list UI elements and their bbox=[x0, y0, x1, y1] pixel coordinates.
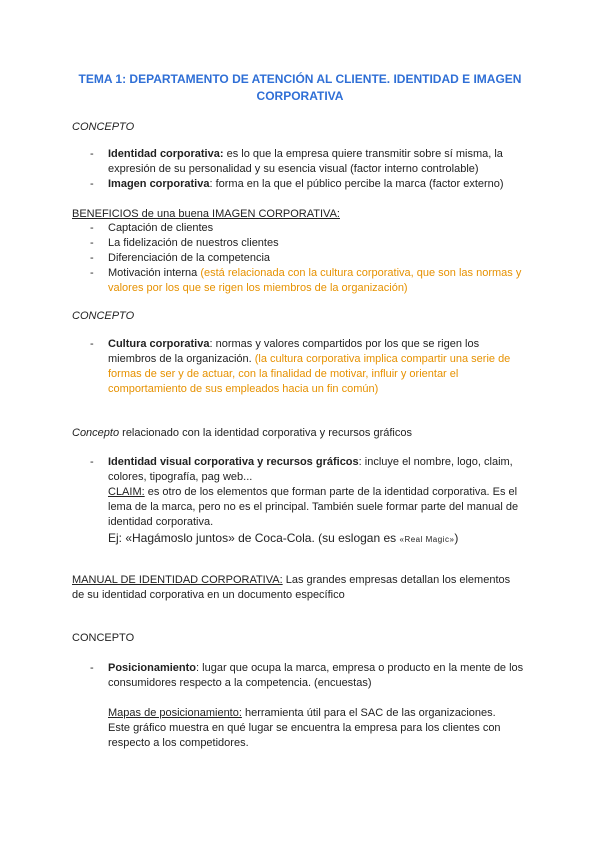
claim-label: CLAIM: bbox=[108, 486, 145, 498]
concept-heading-4: CONCEPTO bbox=[72, 632, 135, 644]
claim-text: es otro de los elementos que forman parte de la identidad corporativa. Es el bbox=[144, 486, 518, 498]
concept-list-3 bbox=[90, 455, 550, 547]
list-item-identidad-visual bbox=[90, 455, 550, 547]
term-identidad-visual: Identidad visual corporativa y recursos gráficos bbox=[108, 456, 359, 468]
definition-text: expresión de su personalidad y su esencia visual (factor interno controlable) bbox=[108, 163, 479, 175]
list-item: - Diferenciación de la competencia bbox=[90, 251, 550, 266]
list-item-cultura-corporativa bbox=[90, 337, 550, 397]
concept-list-4 bbox=[90, 661, 550, 691]
paragraph-text: Las grandes empresas detallan los elementos bbox=[282, 574, 511, 586]
list-item-imagen-corporativa bbox=[90, 177, 550, 192]
definition-text: es lo que la empresa quiere transmitir sobre sí misma, la bbox=[223, 148, 503, 160]
concept-list-2 bbox=[90, 337, 550, 397]
list-item-motivacion bbox=[90, 266, 550, 296]
highlight-note: comportamiento de sus empleados hacia un fin común) bbox=[108, 383, 379, 395]
definition-text: : forma en la que el público percibe la marca (factor externo) bbox=[209, 178, 504, 190]
highlight-note: formas de ser y de actuar, con la finalidad de motivar, influir y orientar el bbox=[108, 368, 459, 380]
maps-label: Mapas de posicionamiento: bbox=[108, 707, 242, 719]
definition-text: colores, tipografía, pag web... bbox=[108, 471, 253, 483]
highlight-note: valores por los que se rigen los miembros de la organización) bbox=[108, 282, 408, 294]
definition-text: : incluye el nombre, logo, claim, bbox=[358, 456, 513, 468]
example-slogan: «Real Magic» bbox=[399, 535, 455, 544]
term-identidad-corporativa: Identidad corporativa: bbox=[108, 148, 224, 160]
list-item-identidad-corporativa bbox=[90, 147, 550, 177]
manual-identidad-paragraph bbox=[72, 573, 542, 603]
term-imagen-corporativa: Imagen corporativa bbox=[108, 178, 210, 190]
concept-list-1 bbox=[90, 147, 550, 192]
example-line bbox=[108, 531, 550, 547]
example-text: ) bbox=[454, 531, 459, 545]
list-item-text: Motivación interna bbox=[108, 267, 201, 279]
claim-text: lema de la marca, pero no es el principal. También suele formar parte del manual de bbox=[108, 501, 519, 513]
concept-heading-3 bbox=[72, 426, 412, 441]
term-posicionamiento: Posicionamiento bbox=[108, 662, 197, 674]
list-item-posicionamiento bbox=[90, 661, 550, 691]
term-cultura-corporativa: Cultura corporativa bbox=[108, 338, 210, 350]
definition-text: miembros de la organización. bbox=[108, 353, 255, 365]
highlight-note: (la cultura corporativa implica compartir una serie de bbox=[254, 353, 511, 365]
concept-heading-1: CONCEPTO bbox=[72, 121, 135, 133]
paragraph-text: respecto a los competidores. bbox=[108, 737, 249, 749]
page-title bbox=[70, 71, 530, 105]
list-item: - Captación de clientes bbox=[90, 221, 550, 236]
paragraph-text: de su identidad corporativa en un documento específico bbox=[72, 589, 345, 601]
mapas-posicionamiento-paragraph bbox=[108, 706, 548, 751]
manual-label: MANUAL DE IDENTIDAD CORPORATIVA: bbox=[72, 574, 283, 586]
example-text: Ej: «Hagámoslo juntos» de Coca-Cola. (su eslogan es bbox=[108, 531, 400, 545]
list-item: - La fidelización de nuestros clientes bbox=[90, 236, 550, 251]
benefits-list bbox=[90, 221, 550, 296]
benefits-heading: BENEFICIOS de una buena IMAGEN CORPORATIVA: bbox=[72, 208, 340, 220]
title-line-2: CORPORATIVA bbox=[256, 89, 344, 103]
paragraph-text: Este gráfico muestra en qué lugar se encuentra la empresa para los clientes con bbox=[108, 722, 501, 734]
concept-label: Concepto bbox=[72, 427, 120, 439]
highlight-note: (está relacionada con la cultura corporativa, que son las normas y bbox=[200, 267, 522, 279]
title-line-1: TEMA 1: DEPARTAMENTO DE ATENCIÓN AL CLIENTE. IDENTIDAD E IMAGEN bbox=[78, 72, 522, 86]
concept-heading-2: CONCEPTO bbox=[72, 310, 135, 322]
definition-text: : normas y valores compartidos por los que se rigen los bbox=[209, 338, 480, 350]
definition-text: consumidores respecto a la competencia. (encuestas) bbox=[108, 677, 372, 689]
definition-text: : lugar que ocupa la marca, empresa o producto en la mente de los bbox=[196, 662, 524, 674]
paragraph-text: herramienta útil para el SAC de las organizaciones. bbox=[241, 707, 496, 719]
claim-text: identidad corporativa. bbox=[108, 516, 214, 528]
heading-text: relacionado con la identidad corporativa y recursos gráficos bbox=[119, 427, 412, 439]
